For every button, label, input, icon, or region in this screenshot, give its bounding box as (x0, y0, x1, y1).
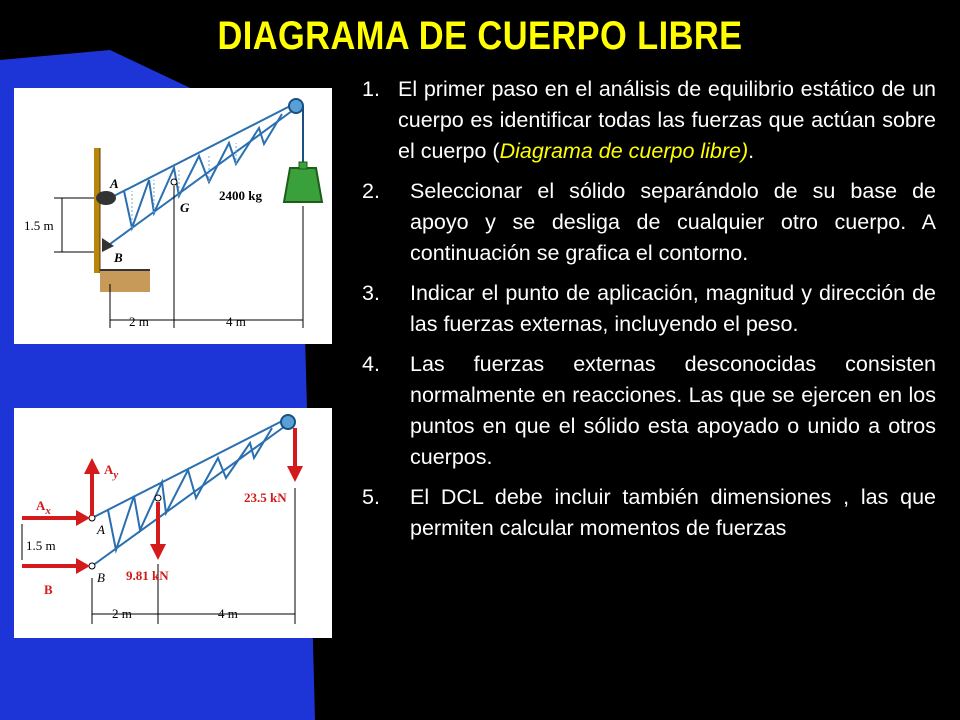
force-b: B (44, 582, 53, 597)
slide-title: DIAGRAMA DE CUERPO LIBRE (217, 14, 743, 58)
step-2 (362, 176, 936, 269)
crane-diagram (14, 88, 332, 344)
step-3 (362, 278, 936, 340)
weight-label: 9.81 kN (126, 568, 169, 583)
step-number: 5. (362, 485, 380, 509)
step-highlight: Diagrama de cuerpo libre) (499, 139, 749, 163)
height-label: 1.5 m (26, 538, 56, 553)
free-body-diagram (14, 408, 332, 638)
height-label: 1.5 m (24, 218, 54, 233)
step-4 (362, 349, 936, 473)
step-number: 4. (362, 352, 380, 376)
force-ax: $A_x$ (36, 498, 51, 517)
dist1-label: 2 m (112, 606, 132, 621)
dist1-label: 2 m (129, 314, 149, 329)
step-text: Las fuerzas externas desconocidas consisten normalmente en reacciones. Las que se ejercen en los puntos en que el sólido esta apoyado o unido a otros cuerpos. (410, 352, 936, 469)
dist2-label: 4 m (226, 314, 246, 329)
step-text: El DCL debe incluir también dimensiones , las que permiten calcular momentos de fuerzas (410, 485, 936, 540)
label-b: B (114, 250, 123, 265)
steps-list (362, 74, 936, 553)
step-5 (362, 482, 936, 544)
step-number: 1. (362, 77, 380, 101)
step-1 (362, 74, 936, 167)
step-number: 3. (362, 281, 380, 305)
step-number: 2. (362, 179, 380, 203)
step-text: El primer paso en el análisis de equilibrio estático de un cuerpo es identificar todas las fuerzas que actúan sobre el cuerpo ( (398, 77, 936, 163)
dist2-label: 4 m (218, 606, 238, 621)
label-b: B (97, 570, 105, 585)
step-text: Seleccionar el sólido separándolo de su base de apoyo y se desliga de cualquier otro cuerpo. A continuación se grafica el contorno. (410, 179, 936, 265)
step-text: Indicar el punto de aplicación, magnitud y dirección de las fuerzas externas, incluyendo el peso. (410, 281, 936, 336)
label-a: A (110, 176, 119, 191)
label-a: A (97, 522, 105, 537)
mass-label: 2400 kg (219, 188, 262, 203)
step-text-end: . (748, 139, 755, 163)
force-ay: $A_y$ (104, 462, 119, 481)
load-label: 23.5 kN (244, 490, 287, 505)
label-g: G (180, 200, 190, 215)
